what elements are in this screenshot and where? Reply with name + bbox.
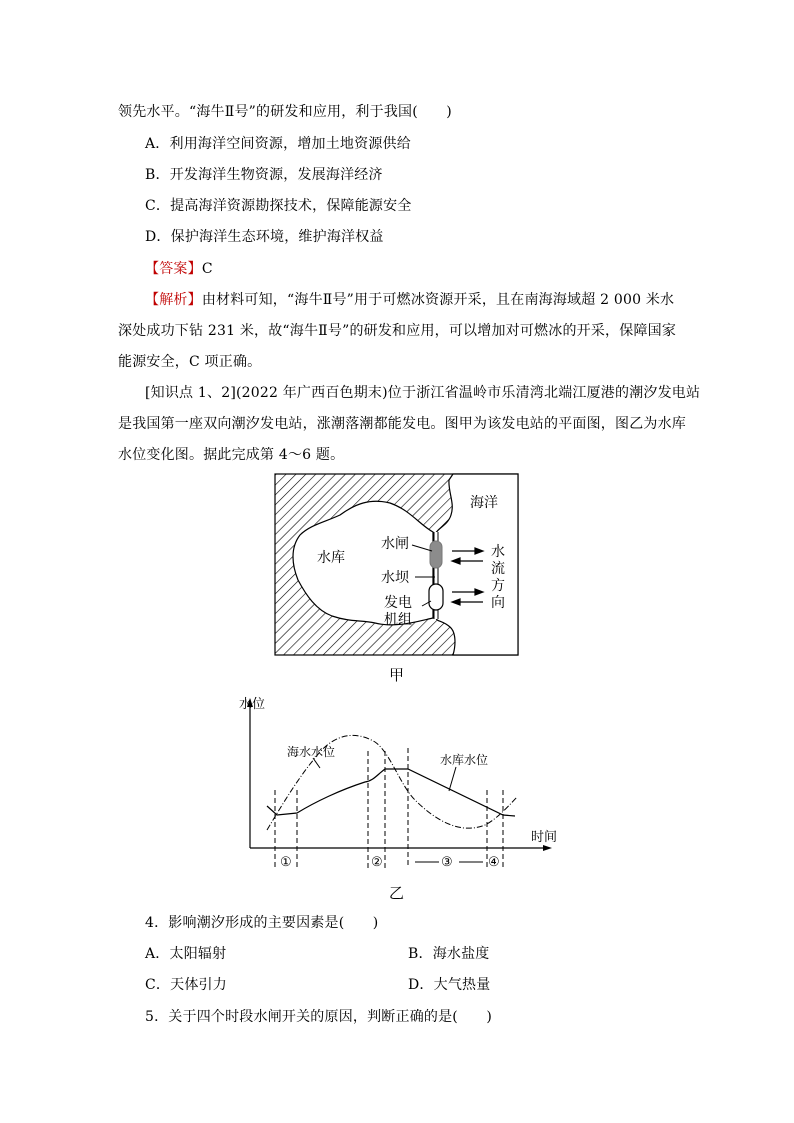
generator-unit (429, 584, 443, 610)
figure-yi-chart (225, 690, 565, 875)
label-ocean: 海洋 (470, 495, 498, 511)
material-line-3: 水位变化图。据此完成第 4～6 题。 (118, 447, 345, 463)
analysis-text: 由材料可知，“海牛Ⅱ号”用于可燃冰资源开采，且在南海海域超 2 000 米水 (201, 292, 675, 308)
option-letter: A． (145, 946, 170, 962)
label-sluice: 水闸 (381, 536, 409, 552)
option-letter: B． (145, 167, 170, 183)
label-reservoir: 水库 (317, 550, 345, 566)
material-line-2: 是我国第一座双向潮汐发电站，涨潮落潮都能发电。图甲为该发电站的平面图，图乙为水库 (118, 416, 686, 432)
option-text: 海水盐度 (432, 946, 490, 962)
option-text: 太阳辐射 (169, 946, 227, 962)
option-text: 保护海洋生态环境，维护海洋权益 (170, 229, 384, 245)
material-line-1: [知识点 1、2](2022 年广西百色期末)位于浙江省温岭市乐清湾北端江厦港的潮汐发电站 (145, 385, 701, 401)
option-letter: D． (408, 977, 434, 993)
label-generator-2: 机组 (384, 612, 412, 628)
answer-label: 【答案】 (145, 261, 202, 277)
q3-option-c (145, 198, 412, 214)
q4-option-c (145, 977, 227, 993)
option-text: 提高海洋资源勘探技术，保障能源安全 (170, 198, 412, 214)
y-axis-label: 水位 (239, 697, 266, 712)
q3-analysis-line-2: 深处成功下钻 231 米，故“海牛Ⅱ号”的研发和应用，可以增加对可燃冰的开采，保障国家 (118, 323, 677, 339)
reservoir-level-label: 水库水位 (440, 753, 489, 767)
q4-option-a (145, 946, 226, 962)
option-text: 利用海洋空间资源，增加土地资源供给 (169, 136, 411, 152)
figure-jia-map (270, 470, 525, 660)
sea-level-label: 海水水位 (287, 745, 336, 759)
label-dam: 水坝 (381, 570, 409, 586)
q3-analysis-line-3: 能源安全，C 项正确。 (118, 354, 262, 370)
q3-option-d (145, 229, 384, 245)
option-letter: C． (145, 198, 171, 214)
label-generator-1: 发电 (384, 595, 412, 611)
option-text: 开发海洋生物资源，发展海洋经济 (169, 167, 383, 183)
label-flow-4: 向 (491, 595, 505, 611)
x-axis-label: 时间 (531, 830, 558, 845)
option-letter: B． (408, 946, 433, 962)
sluice-gate (430, 541, 442, 568)
option-text: 大气热量 (433, 977, 491, 993)
figure-jia-caption: 甲 (389, 666, 405, 684)
q5-stem: 5．关于四个时段水闸开关的原因，判断正确的是( ) (145, 1009, 493, 1025)
analysis-label: 【解析】 (145, 292, 202, 308)
q3-option-a (145, 136, 411, 152)
label-flow-1: 水 (491, 544, 505, 560)
q3-stem-tail: 领先水平。“海牛Ⅱ号”的研发和应用，利于我国( ) (118, 104, 452, 120)
reservoir-level-line (267, 769, 515, 816)
q3-analysis-line-1 (145, 292, 674, 308)
q3-answer (145, 261, 213, 277)
figure-yi-caption: 乙 (389, 884, 405, 902)
period-1: ① (280, 855, 292, 870)
q4-stem: 4．影响潮汐形成的主要因素是( ) (145, 915, 379, 931)
q4-option-b (408, 946, 490, 962)
answer-value: C (201, 261, 213, 277)
option-letter: D． (145, 229, 171, 245)
q4-option-d (408, 977, 490, 993)
option-letter: C． (145, 977, 171, 993)
period-4: ④ (488, 855, 500, 870)
label-flow-3: 方 (491, 578, 505, 594)
q3-option-b (145, 167, 383, 183)
option-text: 天体引力 (170, 977, 227, 993)
period-3: ③ (441, 855, 453, 870)
label-flow-2: 流 (491, 561, 505, 577)
period-2: ② (371, 855, 383, 870)
option-letter: A． (145, 136, 170, 152)
